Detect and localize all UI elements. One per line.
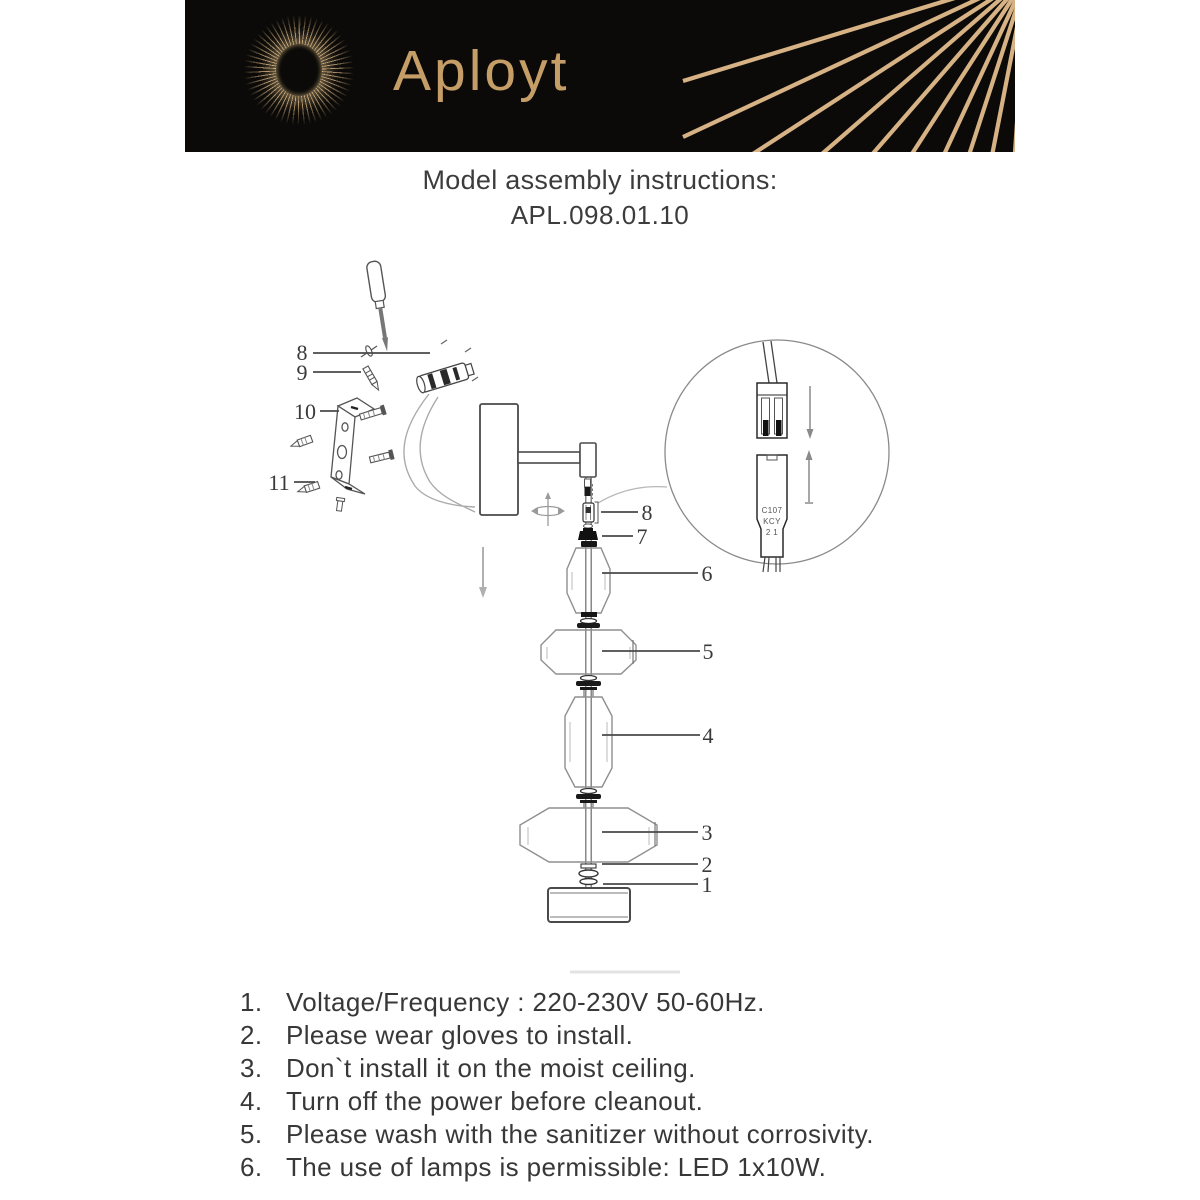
instruction-number: 6.: [240, 1152, 263, 1182]
inset-callout-curve: [598, 487, 667, 503]
crystal-element-5: [541, 630, 636, 674]
instruction-text: The use of lamps is permissible: LED 1x10W.: [286, 1152, 827, 1182]
detail-inset: [665, 340, 889, 572]
instruction-item: [240, 1019, 1060, 1052]
callout-3: 3: [701, 820, 713, 845]
down-arrow-icon: [479, 547, 487, 598]
crystal-element-6: [567, 548, 610, 613]
model-number: APL.098.01.10: [510, 200, 690, 230]
instruction-number: 4.: [240, 1086, 263, 1116]
instruction-text: Don`t install it on the moist ceiling.: [286, 1053, 696, 1083]
connector-socket: [757, 455, 787, 572]
callout-8-left: 8: [296, 340, 308, 365]
rod-section-2: [581, 864, 596, 868]
instruction-number: 2.: [240, 1020, 263, 1050]
instructions-list: [240, 986, 1060, 1184]
callout-2: 2: [701, 852, 713, 877]
bracket-screw-mid: [369, 449, 395, 465]
assembly-diagram: [250, 240, 950, 980]
page-title: Model assembly instructions:: [422, 165, 778, 195]
callout-7: 7: [636, 524, 648, 549]
instruction-text: Voltage/Frequency : 220-230V 50-60Hz.: [286, 987, 765, 1017]
brand-name: Aployt: [393, 39, 570, 103]
screwdriver: [366, 260, 394, 352]
mounting-screw-8: [361, 345, 377, 357]
instruction-item: [240, 1151, 1060, 1184]
socket-marking-1: C107: [761, 506, 783, 515]
instruction-item: [240, 1052, 1060, 1085]
socket-marking-2: KCY: [763, 517, 781, 526]
arm-end-block: [580, 443, 596, 477]
callout-1: 1: [701, 872, 713, 897]
crystal-element-3: [520, 808, 657, 862]
wall-anchor-9: [363, 366, 381, 392]
instruction-item: [240, 1085, 1060, 1118]
rotate-arrow-icon: [531, 492, 565, 526]
cable-connector: [415, 361, 475, 394]
callout-11: 11: [268, 470, 290, 495]
instruction-number: 1.: [240, 987, 263, 1017]
callout-5: 5: [702, 639, 714, 664]
callout-4: 4: [702, 723, 714, 748]
callout-9: 9: [296, 360, 308, 385]
instruction-number: 5.: [240, 1119, 263, 1149]
connector-plug: [757, 383, 787, 438]
assembly-diagram-svg: [250, 240, 950, 980]
lamp-wires: [404, 394, 475, 512]
coupler-part-8: [583, 502, 598, 528]
instruction-item: [240, 1118, 1060, 1151]
lamp-arm: [518, 452, 580, 463]
lamp-shade-1: [548, 888, 630, 922]
wall-anchor-left-bottom: [297, 482, 320, 495]
callout-6: 6: [701, 561, 713, 586]
collar-part-7: [578, 528, 598, 540]
callout-8-right: 8: [641, 500, 653, 525]
rim-top-6: [581, 541, 597, 547]
tiny-screw-bottom: [335, 497, 345, 511]
instruction-text: Please wear gloves to install.: [286, 1020, 634, 1050]
instruction-item: [240, 986, 1060, 1019]
instruction-text: Please wash with the sanitizer without corrosivity.: [286, 1119, 874, 1149]
title-block: [0, 165, 1200, 231]
wall-plate: [480, 404, 518, 515]
wall-anchor-left-top: [290, 435, 313, 449]
socket-marking-3: 2 1: [765, 528, 779, 537]
corner-rays-decoration: [185, 0, 1015, 152]
instruction-number: 3.: [240, 1053, 263, 1083]
crystal-element-4: [565, 697, 612, 787]
brand-banner: [185, 0, 1015, 152]
callout-10: 10: [294, 399, 316, 424]
instruction-text: Turn off the power before cleanout.: [286, 1086, 704, 1116]
